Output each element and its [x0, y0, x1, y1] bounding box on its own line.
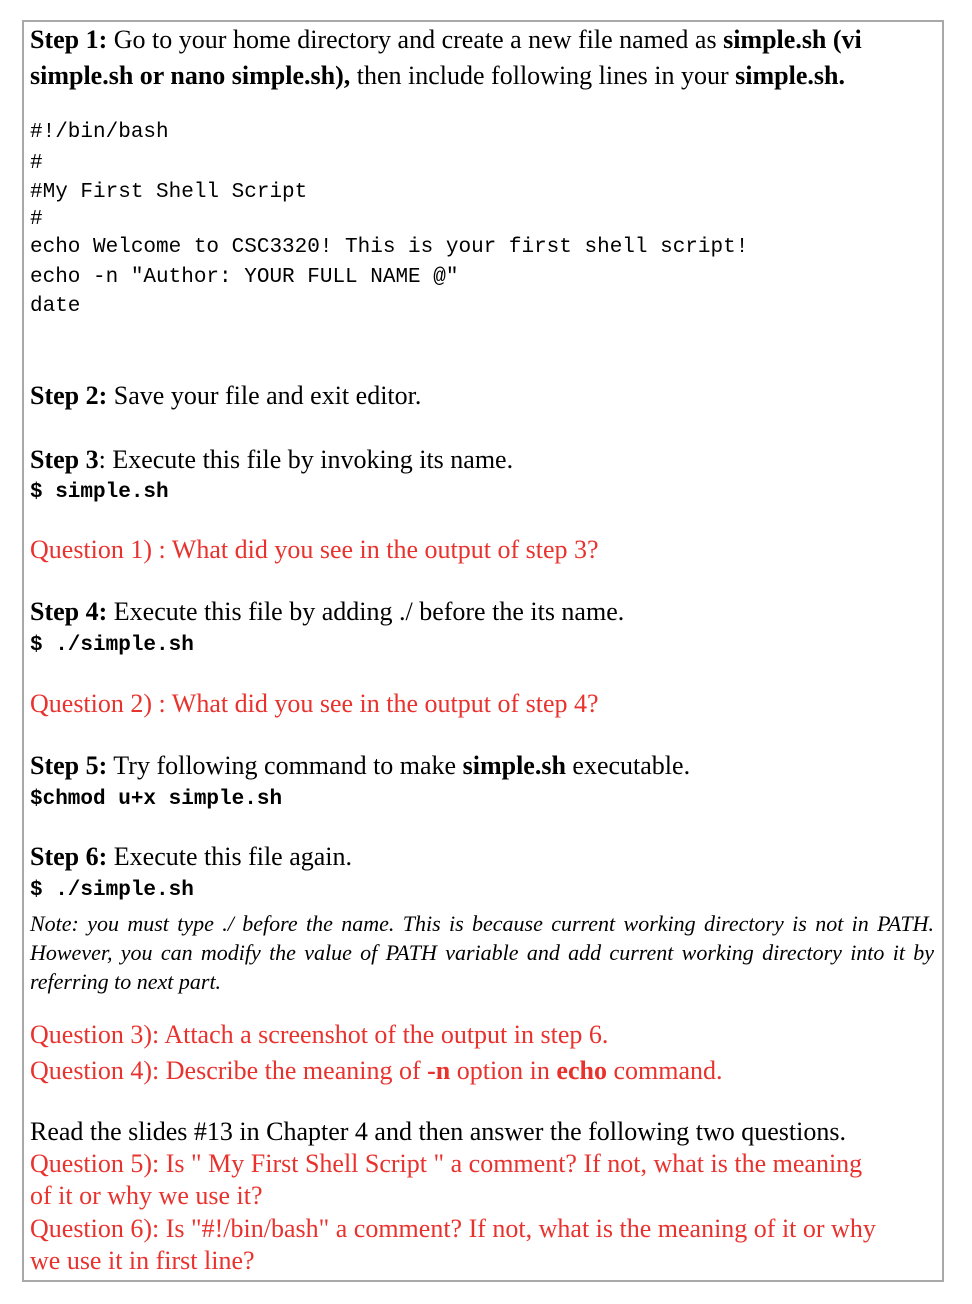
step1-line1: Step 1: Go to your home directory and create a new file named as simple.sh (vi: [30, 25, 862, 54]
question-5-line2: of it or why we use it?: [30, 1181, 263, 1210]
step6-command: $ ./simple.sh: [30, 879, 194, 902]
question-2: Question 2) : What did you see in the output of step 4?: [30, 689, 599, 718]
read-slides-instruction: Read the slides #13 in Chapter 4 and then answer the following two questions.: [30, 1117, 846, 1146]
question-4: Question 4): Describe the meaning of -n option in echo command.: [30, 1056, 723, 1085]
step1-line2: simple.sh or nano simple.sh), then include following lines in your simple.sh.: [30, 61, 845, 90]
code-line-title-comment: #My First Shell Script: [30, 181, 308, 204]
step4-command: $ ./simple.sh: [30, 634, 194, 657]
step5-command: $chmod u+x simple.sh: [30, 788, 283, 811]
step5-text: Step 5: Try following command to make simple.sh executable.: [30, 751, 691, 780]
code-line-echo-author: echo -n "Author: YOUR FULL NAME @": [30, 266, 459, 289]
question-5-line1: Question 5): Is " My First Shell Script " a comment? If not, what is the meaning: [30, 1149, 863, 1178]
question-6-line2: we use it in first line?: [30, 1246, 255, 1275]
question-6-line1: Question 6): Is "#!/bin/bash" a comment? If not, what is the meaning of it or why: [30, 1214, 876, 1243]
step3-text: Step 3: Execute this file by invoking its name.: [30, 445, 514, 474]
step3-command: $ simple.sh: [30, 481, 169, 504]
step2-text: Step 2: Save your file and exit editor.: [30, 381, 422, 410]
question-3: Question 3): Attach a screenshot of the output in step 6.: [30, 1020, 609, 1049]
path-note: Note: you must type ./ before the name. This is because current working directory is not in PATH. However, you can modify the value of PATH variable and add current working directory into it by referring to next part.: [30, 911, 934, 994]
code-line-comment: #: [30, 208, 43, 231]
code-line-date: date: [30, 295, 81, 318]
code-line-comment: #: [30, 152, 43, 175]
step6-text: Step 6: Execute this file again.: [30, 842, 353, 871]
step4-text: Step 4: Execute this file by adding ./ before the its name.: [30, 597, 625, 626]
question-1: Question 1) : What did you see in the output of step 3?: [30, 535, 599, 564]
code-line-echo-welcome: echo Welcome to CSC3320! This is your first shell script!: [30, 236, 749, 259]
code-line-shebang: #!/bin/bash: [30, 121, 169, 144]
